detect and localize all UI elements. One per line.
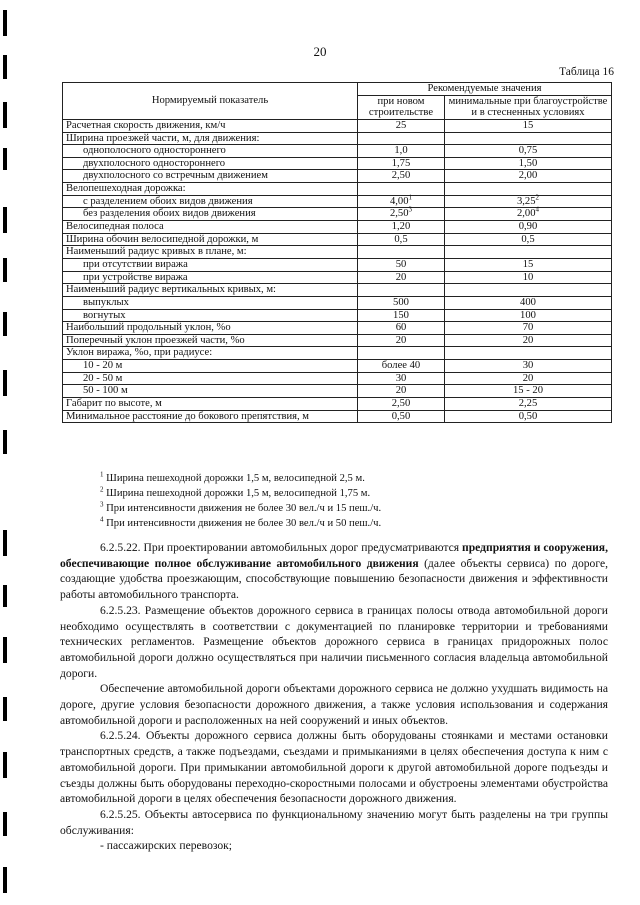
scan-mark <box>3 10 7 36</box>
value-new: 20 <box>358 334 445 347</box>
footnote-mark: 1 <box>408 193 413 202</box>
scan-mark <box>3 697 7 721</box>
scan-mark <box>3 430 7 454</box>
footnote: $^1$ Ширина пешеходной дорожки 1,5 м, велосипедной 2,5 м. <box>100 470 365 484</box>
footnote: $^2$ Ширина пешеходной дорожки 1,5 м, велосипедной 1,75 м. <box>100 485 371 499</box>
value-min: 0,50 <box>445 410 612 423</box>
value-new <box>358 183 445 196</box>
row-label: Ширина обочин велосипедной дорожки, м <box>63 233 358 246</box>
scan-mark <box>3 258 7 282</box>
row-label: выпуклых <box>63 296 358 309</box>
value-min <box>445 284 612 297</box>
value-min <box>445 132 612 145</box>
table-row <box>63 296 612 309</box>
row-label: 20 - 50 м <box>63 372 358 385</box>
paragraph-text: 6.2.5.22. При проектировании автомобильных дорог предусматриваются <box>100 541 463 554</box>
value-new: 0,5 <box>358 233 445 246</box>
value-new: 30 <box>358 372 445 385</box>
row-label: Поперечный уклон проезжей части, %о <box>63 334 358 347</box>
table-row <box>63 170 612 183</box>
value-min: 0,75 <box>445 145 612 158</box>
value-min: 30 <box>445 360 612 373</box>
value-min: 2,00 <box>445 170 612 183</box>
table-row <box>63 145 612 158</box>
row-label: при отсутствии виража <box>63 258 358 271</box>
value-new <box>358 246 445 259</box>
value-min: 400 <box>445 296 612 309</box>
value-new: 50 <box>358 258 445 271</box>
row-label: Ширина проезжей части, м, для движения: <box>63 132 358 145</box>
table-row <box>63 233 612 246</box>
value-new: 20 <box>358 385 445 398</box>
value-new: 25 <box>358 119 445 132</box>
table-row <box>63 208 612 221</box>
scan-mark <box>3 637 7 663</box>
footnote: $^3$ При интенсивности движения не более 30 вел./ч и 15 пеш./ч. <box>100 500 382 514</box>
table-row <box>63 410 612 423</box>
header-new: при новом строительстве <box>358 95 445 119</box>
value-min <box>445 347 612 360</box>
value-new: 1,75 <box>358 157 445 170</box>
scan-mark <box>3 867 7 893</box>
value-min: 15 <box>445 258 612 271</box>
table-row <box>63 132 612 145</box>
scan-mark <box>3 207 7 233</box>
value-min <box>445 183 612 196</box>
row-label: Наибольший продольный уклон, %о <box>63 322 358 335</box>
row-label: Велосипедная полоса <box>63 221 358 234</box>
row-label: Наименьший радиус кривых в плане, м: <box>63 246 358 259</box>
value-new <box>358 132 445 145</box>
paragraph: Обеспечение автомобильной дороги объектами дорожного сервиса не должно ухудшать видимость на дороге, другие условия безопасности дорожного движения, а также условия использования и содержания автомобильной дороги и расположенных на ней сооружений и иных объектов. <box>60 682 608 727</box>
value-min: 20 <box>445 334 612 347</box>
value-new: 2,50 <box>358 398 445 411</box>
scan-mark <box>3 752 7 778</box>
table-row <box>63 309 612 322</box>
table-body <box>63 119 612 422</box>
paragraph: 6.2.5.25. Объекты автосервиса по функциональному значению могут быть разделены на три группы обслуживания: <box>60 807 608 837</box>
table-row <box>63 271 612 284</box>
value-new: 1,20 <box>358 221 445 234</box>
table-row <box>63 347 612 360</box>
table-row <box>63 119 612 132</box>
value-min: 70 <box>445 322 612 335</box>
table-row <box>63 284 612 297</box>
table-row <box>63 334 612 347</box>
value-new: 20 <box>358 271 445 284</box>
body-text <box>60 540 608 854</box>
paragraph-bold: предприятия и сооружения, обеспечивающие полное обслуживание автомобильного движения <box>60 541 608 570</box>
value-min: 2,25 <box>445 398 612 411</box>
value-min: 0,90 <box>445 221 612 234</box>
value-min: 15 - 20 <box>445 385 612 398</box>
row-label: вогнутых <box>63 309 358 322</box>
standards-table <box>62 82 612 423</box>
list-item: - пассажирских перевозок; <box>100 839 233 853</box>
value-min: 100 <box>445 309 612 322</box>
row-label: Велопешеходная дорожка: <box>63 183 358 196</box>
row-label: Габарит по высоте, м <box>63 398 358 411</box>
header-group: Рекомендуемые значения <box>358 83 612 96</box>
value-new: 2,50 <box>358 170 445 183</box>
value-new: более 40 <box>358 360 445 373</box>
row-label: 10 - 20 м <box>63 360 358 373</box>
footnote-mark: 2 <box>535 193 540 202</box>
paragraph: 6.2.5.23. Размещение объектов дорожного сервиса в границах полосы отвода автомобильной дороги необходимо осуществлять в соответствии с документацией по планировке территории и требованиями технических регламентов. Размещение объектов дорожного сервиса в границах придорожных полос автомобильной дороги должно осуществляться при наличии письменного согласия владельца автомобильной дороги. <box>60 603 608 680</box>
footnote-mark: 4 <box>535 205 540 214</box>
row-label: при устройстве виража <box>63 271 358 284</box>
value-new <box>358 347 445 360</box>
row-label: однополосного одностороннего <box>63 145 358 158</box>
table-row <box>63 221 612 234</box>
value-min: 1,50 <box>445 157 612 170</box>
row-label: Наименьший радиус вертикальных кривых, м: <box>63 284 358 297</box>
table-row <box>63 385 612 398</box>
scan-mark <box>3 102 7 128</box>
row-label: без разделения обоих видов движения <box>63 208 358 221</box>
header-min: минимальные при благоустройстве и в стесненных условиях <box>445 95 612 119</box>
paragraph <box>60 540 608 603</box>
value-min: 2,00$^4$ <box>445 208 612 221</box>
page-number: 20 <box>313 44 327 59</box>
table-caption: Таблица 16 <box>559 66 614 78</box>
table-row <box>63 183 612 196</box>
value-new: 150 <box>358 309 445 322</box>
value-new: 0,50 <box>358 410 445 423</box>
scan-mark <box>3 585 7 607</box>
value-min: 10 <box>445 271 612 284</box>
value-min: 3,25$^2$ <box>445 195 612 208</box>
row-label: Уклон виража, %о, при радиусе: <box>63 347 358 360</box>
value-min: 20 <box>445 372 612 385</box>
table-row <box>63 195 612 208</box>
value-min: 15 <box>445 119 612 132</box>
row-label: 50 - 100 м <box>63 385 358 398</box>
header-param: Нормируемый показатель <box>63 83 358 120</box>
row-label: двухполосного со встречным движением <box>63 170 358 183</box>
table-row <box>63 258 612 271</box>
table-row <box>63 372 612 385</box>
table-row <box>63 360 612 373</box>
table-row <box>63 157 612 170</box>
paragraph-text: (далее объекты сервиса) по дороге, создающие удобства проезжающим, способствующие повышению безопасности движения и эффективности работы автомобильного транспорта. <box>60 556 608 602</box>
value-new: 4,00$^1$ <box>358 195 445 208</box>
value-new <box>358 284 445 297</box>
footnotes <box>100 471 381 531</box>
value-min <box>445 246 612 259</box>
scan-mark <box>3 812 7 836</box>
scan-mark <box>3 530 7 556</box>
value-new: 500 <box>358 296 445 309</box>
value-min: 0,5 <box>445 233 612 246</box>
scan-mark <box>3 148 7 170</box>
scan-mark <box>3 312 7 336</box>
footnote-mark: 3 <box>408 205 413 214</box>
value-new: 2,50$^3$ <box>358 208 445 221</box>
row-label: Минимальное расстояние до бокового препятствия, м <box>63 410 358 423</box>
table-row <box>63 398 612 411</box>
row-label: двухполосного одностороннего <box>63 157 358 170</box>
table-row <box>63 246 612 259</box>
value-new: 1,0 <box>358 145 445 158</box>
value-new: 60 <box>358 322 445 335</box>
scan-mark <box>3 370 7 396</box>
row-label: с разделением обоих видов движения <box>63 195 358 208</box>
footnote: $^4$ При интенсивности движения не более 30 вел./ч и 50 пеш./ч. <box>100 515 382 529</box>
row-label: Расчетная скорость движения, км/ч <box>63 119 358 132</box>
table-row <box>63 322 612 335</box>
paragraph: 6.2.5.24. Объекты дорожного сервиса должны быть оборудованы стоянками и местами остановки транспортных средств, а также подъездами, съездами и примыканиями в целях обеспечения доступа к ним с автомобильной дороги. При примыкании автомобильной дороги к другой автомобильной дороге подъезды и съезды должны быть оборудованы переходно-скоростными полосами и обустроены элементами обустройства автомобильной дороги в целях обеспечения безопасности дорожного движения. <box>60 729 608 806</box>
